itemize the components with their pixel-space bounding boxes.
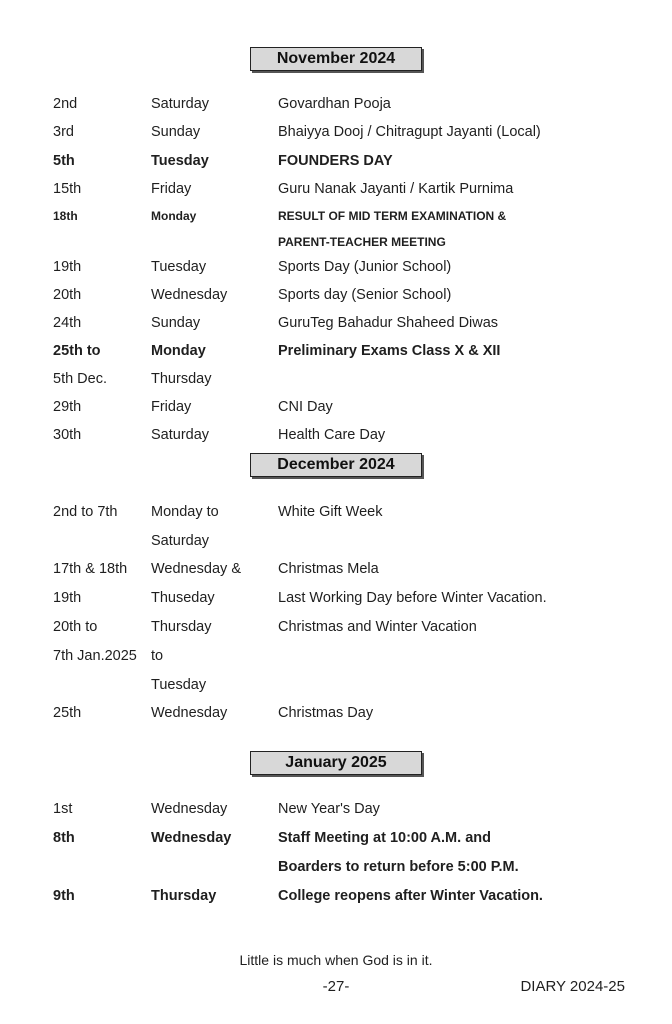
date-cell: 3rd xyxy=(53,124,74,140)
day-cell: Wednesday & xyxy=(151,561,242,577)
date-cell: 25th to xyxy=(53,343,101,359)
diary-label: DIARY 2024-25 xyxy=(520,978,625,995)
event-cell: New Year's Day xyxy=(278,801,380,817)
event-cell: PARENT-TEACHER MEETING xyxy=(278,235,446,249)
event-cell: Guru Nanak Jayanti / Kartik Purnima xyxy=(278,181,514,197)
event-cell: Christmas Mela xyxy=(278,561,379,577)
month-header: November 2024 xyxy=(250,47,422,71)
date-cell: 8th xyxy=(53,830,75,846)
day-cell: Wednesday xyxy=(151,287,228,303)
event-cell: Bhaiyya Dooj / Chitragupt Jayanti (Local) xyxy=(278,124,541,140)
footer-quote: Little is much when God is in it. xyxy=(239,952,433,968)
day-cell: Sunday xyxy=(151,124,201,140)
page-number: -27- xyxy=(322,978,350,995)
day-cell: Sunday xyxy=(151,315,201,331)
date-cell: 30th xyxy=(53,427,82,443)
date-cell: 2nd xyxy=(53,96,78,112)
date-cell: 5th xyxy=(53,153,75,169)
day-cell: Friday xyxy=(151,399,192,415)
event-cell: Last Working Day before Winter Vacation. xyxy=(278,590,547,606)
date-cell: 2nd to 7th xyxy=(53,504,118,520)
event-cell: White Gift Week xyxy=(278,504,383,520)
day-cell: Thursday xyxy=(151,888,217,904)
date-cell: 7th Jan.2025 xyxy=(53,648,137,664)
date-cell: 1st xyxy=(53,801,73,817)
date-cell: 18th xyxy=(53,209,78,223)
event-cell: RESULT OF MID TERM EXAMINATION & xyxy=(278,209,507,223)
date-cell: 19th xyxy=(53,259,82,275)
day-cell: Monday xyxy=(151,343,206,359)
event-cell: GuruTeg Bahadur Shaheed Diwas xyxy=(278,315,499,331)
event-cell: College reopens after Winter Vacation. xyxy=(278,888,543,904)
event-cell: Christmas and Winter Vacation xyxy=(278,619,477,635)
day-cell: Friday xyxy=(151,181,192,197)
date-cell: 15th xyxy=(53,181,82,197)
event-cell: Govardhan Pooja xyxy=(278,96,391,112)
day-cell: Monday xyxy=(151,209,197,223)
event-cell: Christmas Day xyxy=(278,705,374,721)
day-cell: Tuesday xyxy=(151,259,207,275)
day-cell: Saturday xyxy=(151,533,210,549)
day-cell: Tuesday xyxy=(151,153,209,169)
event-cell: Preliminary Exams Class X & XII xyxy=(278,343,501,359)
date-cell: 19th xyxy=(53,590,82,606)
month-header: January 2025 xyxy=(250,751,422,775)
day-cell: to xyxy=(151,648,164,664)
date-cell: 24th xyxy=(53,315,82,331)
date-cell: 9th xyxy=(53,888,75,904)
event-cell: CNI Day xyxy=(278,399,333,415)
day-cell: Saturday xyxy=(151,427,210,443)
event-cell: FOUNDERS DAY xyxy=(278,153,393,169)
date-cell: 20th to xyxy=(53,619,98,635)
day-cell: Thursday xyxy=(151,371,212,387)
day-cell: Thursday xyxy=(151,619,212,635)
day-cell: Wednesday xyxy=(151,705,228,721)
event-cell: Sports day (Senior School) xyxy=(278,287,452,303)
event-cell: Sports Day (Junior School) xyxy=(278,259,452,275)
day-cell: Monday to xyxy=(151,504,219,520)
date-cell: 17th & 18th xyxy=(53,561,128,577)
date-cell: 5th Dec. xyxy=(53,371,107,387)
event-cell: Health Care Day xyxy=(278,427,386,443)
date-cell: 20th xyxy=(53,287,82,303)
day-cell: Saturday xyxy=(151,96,210,112)
date-cell: 29th xyxy=(53,399,82,415)
event-cell: Boarders to return before 5:00 P.M. xyxy=(278,859,519,875)
month-header: December 2024 xyxy=(250,453,422,477)
date-cell: 25th xyxy=(53,705,82,721)
day-cell: Wednesday xyxy=(151,830,232,846)
day-cell: Thuseday xyxy=(151,590,215,606)
event-cell: Staff Meeting at 10:00 A.M. and xyxy=(278,830,491,846)
day-cell: Wednesday xyxy=(151,801,228,817)
day-cell: Tuesday xyxy=(151,677,207,693)
